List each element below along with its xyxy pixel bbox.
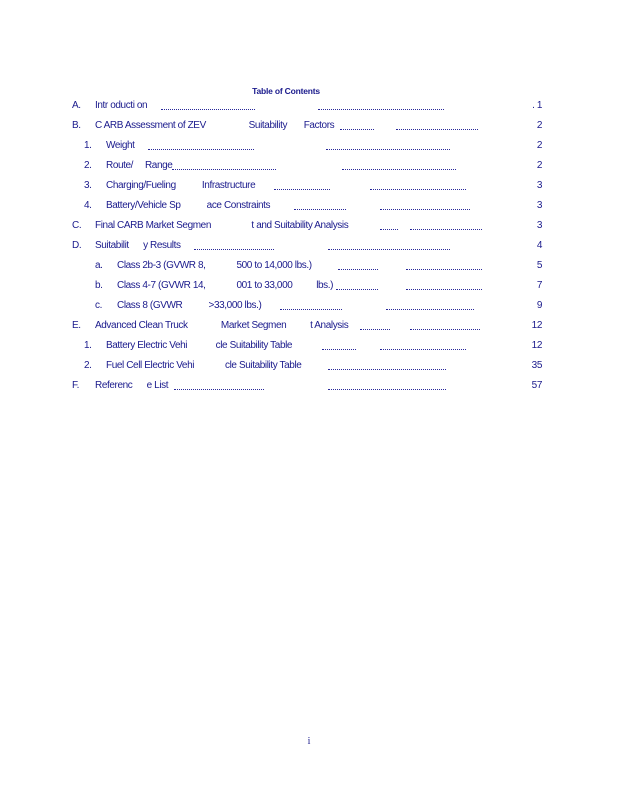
- leader-dots: [386, 309, 474, 310]
- entry-page: 9: [536, 300, 542, 311]
- leader-dots: [280, 309, 342, 310]
- entry-page: 4: [536, 240, 542, 251]
- leader-dots: [380, 209, 470, 210]
- leader-dots: [336, 289, 378, 290]
- entry-title: Suitabilit y Results: [95, 240, 181, 251]
- toc-entry-suitability-results[interactable]: [0, 239, 618, 259]
- leader-dots: [161, 109, 255, 110]
- toc-entry-introduction[interactable]: [0, 99, 618, 119]
- toc-entry-carb-assessment[interactable]: [0, 119, 618, 139]
- entry-marker: 4.: [84, 200, 92, 211]
- toc-entry-advanced-clean-truck[interactable]: [0, 319, 618, 339]
- leader-dots: [406, 269, 482, 270]
- entry-marker: A.: [72, 100, 81, 111]
- entry-page: 12: [531, 320, 542, 331]
- entry-marker: 1.: [84, 340, 92, 351]
- leader-dots: [174, 389, 264, 390]
- entry-page: 57: [531, 380, 542, 391]
- toc-entry-route-range[interactable]: [0, 159, 618, 179]
- leader-dots: [194, 249, 274, 250]
- entry-title: Class 2b-3 (GVWR 8, 500 to 14,000 lbs.): [117, 260, 312, 271]
- entry-title: Class 4-7 (GVWR 14, 001 to 33,000 lbs.): [117, 280, 334, 291]
- entry-title: Battery/Vehicle Sp ace Constraints: [106, 200, 271, 211]
- leader-dots: [410, 329, 480, 330]
- entry-title: Final CARB Market Segmen t and Suitability Analysis: [95, 220, 349, 231]
- leader-dots: [326, 149, 450, 150]
- leader-dots: [380, 229, 398, 230]
- leader-dots: [148, 149, 254, 150]
- toc-entry-battery-vehicle-space[interactable]: [0, 199, 618, 219]
- leader-dots: [274, 189, 330, 190]
- entry-page: 35: [531, 360, 542, 371]
- toc-entry-class-8[interactable]: [0, 299, 618, 319]
- leader-dots: [342, 169, 456, 170]
- leader-dots: [328, 249, 450, 250]
- entry-marker: D.: [72, 240, 82, 251]
- leader-dots: [410, 229, 482, 230]
- entry-page: 3: [536, 180, 542, 191]
- entry-marker: c.: [95, 300, 102, 311]
- entry-marker: C.: [72, 220, 82, 231]
- toc-entry-weight[interactable]: [0, 139, 618, 159]
- leader-dots: [318, 109, 444, 110]
- entry-title: Referenc e List: [95, 380, 169, 391]
- leader-dots: [294, 209, 346, 210]
- leader-dots: [396, 129, 478, 130]
- leader-dots: [322, 349, 356, 350]
- entry-page: 3: [536, 220, 542, 231]
- entry-title: Class 8 (GVWR >33,000 lbs.): [117, 300, 262, 311]
- entry-marker: 2.: [84, 360, 92, 371]
- entry-title: Weight: [106, 140, 135, 151]
- leader-dots: [172, 169, 276, 170]
- entry-marker: B.: [72, 120, 81, 131]
- entry-page: 12: [531, 340, 542, 351]
- entry-page: 5: [536, 260, 542, 271]
- entry-page: . 1: [532, 100, 542, 111]
- toc-entry-class-4-7[interactable]: [0, 279, 618, 299]
- entry-title: Route/ Range: [106, 160, 173, 171]
- entry-page: 7: [536, 280, 542, 291]
- toc-entry-final-carb-market[interactable]: [0, 219, 618, 239]
- toc-entry-class-2b-3[interactable]: [0, 259, 618, 279]
- toc-title: Table of Contents: [252, 86, 320, 96]
- page-number: i: [307, 736, 311, 747]
- entry-title: C ARB Assessment of ZEV Suitability Factors: [95, 120, 335, 131]
- entry-title: Advanced Clean Truck Market Segmen t Analysis: [95, 320, 349, 331]
- toc-list: [0, 99, 618, 399]
- entry-page: 2: [536, 140, 542, 151]
- entry-marker: F.: [72, 380, 79, 391]
- entry-page: 2: [536, 120, 542, 131]
- leader-dots: [340, 129, 374, 130]
- entry-marker: a.: [95, 260, 103, 271]
- entry-title: Charging/Fueling Infrastructure: [106, 180, 256, 191]
- entry-title: Battery Electric Vehi cle Suitability Table: [106, 340, 293, 351]
- entry-page: 2: [536, 160, 542, 171]
- toc-entry-fuel-cell-table[interactable]: [0, 359, 618, 379]
- entry-page: 3: [536, 200, 542, 211]
- entry-marker: 3.: [84, 180, 92, 191]
- toc-entry-charging-fueling[interactable]: [0, 179, 618, 199]
- entry-title: Fuel Cell Electric Vehi cle Suitability Table: [106, 360, 302, 371]
- leader-dots: [370, 189, 466, 190]
- entry-marker: 1.: [84, 140, 92, 151]
- leader-dots: [406, 289, 482, 290]
- entry-marker: E.: [72, 320, 81, 331]
- toc-entry-reference-list[interactable]: [0, 379, 618, 399]
- leader-dots: [328, 369, 446, 370]
- leader-dots: [328, 389, 446, 390]
- leader-dots: [338, 269, 378, 270]
- toc-entry-battery-electric-table[interactable]: [0, 339, 618, 359]
- leader-dots: [360, 329, 390, 330]
- leader-dots: [380, 349, 466, 350]
- entry-marker: 2.: [84, 160, 92, 171]
- entry-marker: b.: [95, 280, 103, 291]
- entry-title: Intr oducti on: [95, 100, 148, 111]
